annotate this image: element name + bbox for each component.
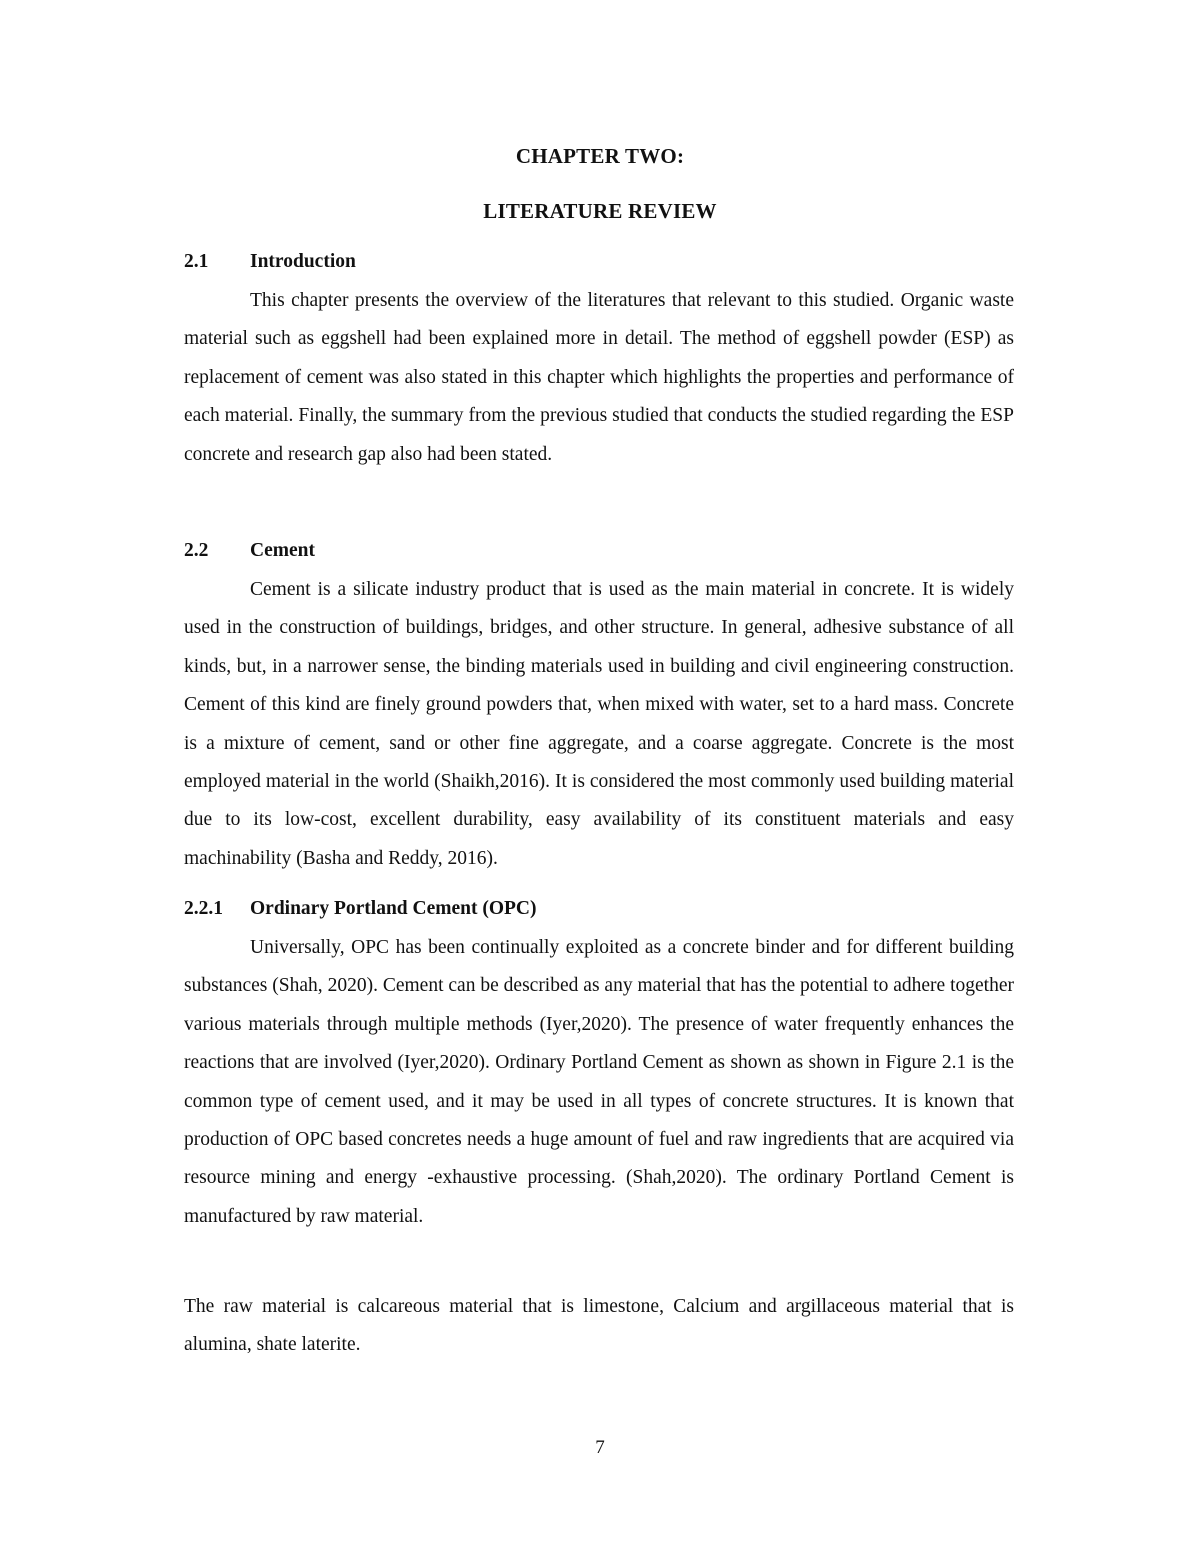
page-number: 7 [595, 1437, 605, 1458]
paragraph-opc: Universally, OPC has been continually exploited as a concrete binder and for different building substances (Shah, 2020). Cement can be described as any material that has the potential to adhere together various materials through multiple methods (Iyer,2020). The presence of water frequently enhances the reactions that are involved (Iyer,2020). Ordinary Portland Cement as shown as shown in Figure 2.1 is the common type of cement used, and it may be used in all types of concrete structures. It is known that production of OPC based concretes needs a huge amount of fuel and raw ingredients that are acquired via resource mining and energy -exhaustive processing. (Shah,2020). The ordinary Portland Cement is manufactured by raw material. [184, 937, 1014, 1227]
paragraph-introduction: This chapter presents the overview of the literatures that relevant to this studied. Organic waste material such as eggshell had been explained more in detail. The method of eggshell powder (ESP) as replacement of cement was also stated in this chapter which highlights the properties and performance of each material. Finally, the summary from the previous studied that conducts the studied regarding the ESP concrete and research gap also had been stated. [184, 290, 1014, 465]
section-title: Cement [250, 540, 315, 561]
section-heading-introduction [184, 251, 356, 273]
section-title: Ordinary Portland Cement (OPC) [250, 898, 537, 919]
paragraph-cement: Cement is a silicate industry product that is used as the main material in concrete. It is widely used in the construction of buildings, bridges, and other structure. In general, adhesive substance of all kinds, but, in a narrower sense, the binding materials used in building and civil engineering construction. Cement of this kind are finely ground powders that, when mixed with water, set to a hard mass. Concrete is a mixture of cement, sand or other fine aggregate, and a coarse aggregate. Concrete is the most employed material in the world (Shaikh,2016). It is considered the most commonly used building material due to its low-cost, excellent durability, easy availability of its constituent materials and easy machinability (Basha and Reddy, 2016). [184, 579, 1014, 869]
section-heading-cement [184, 540, 315, 562]
section-number: 2.2 [184, 540, 209, 561]
chapter-label: CHAPTER TWO: [515, 144, 685, 168]
section-number: 2.2.1 [184, 898, 223, 919]
section-heading-opc [184, 898, 537, 920]
section-number: 2.1 [184, 251, 209, 272]
paragraph-raw-material: The raw material is calcareous material that is limestone, Calcium and argillaceous material that is alumina, shate laterite. [184, 1296, 1014, 1356]
chapter-title: LITERATURE REVIEW [483, 199, 717, 223]
section-title: Introduction [250, 251, 356, 272]
